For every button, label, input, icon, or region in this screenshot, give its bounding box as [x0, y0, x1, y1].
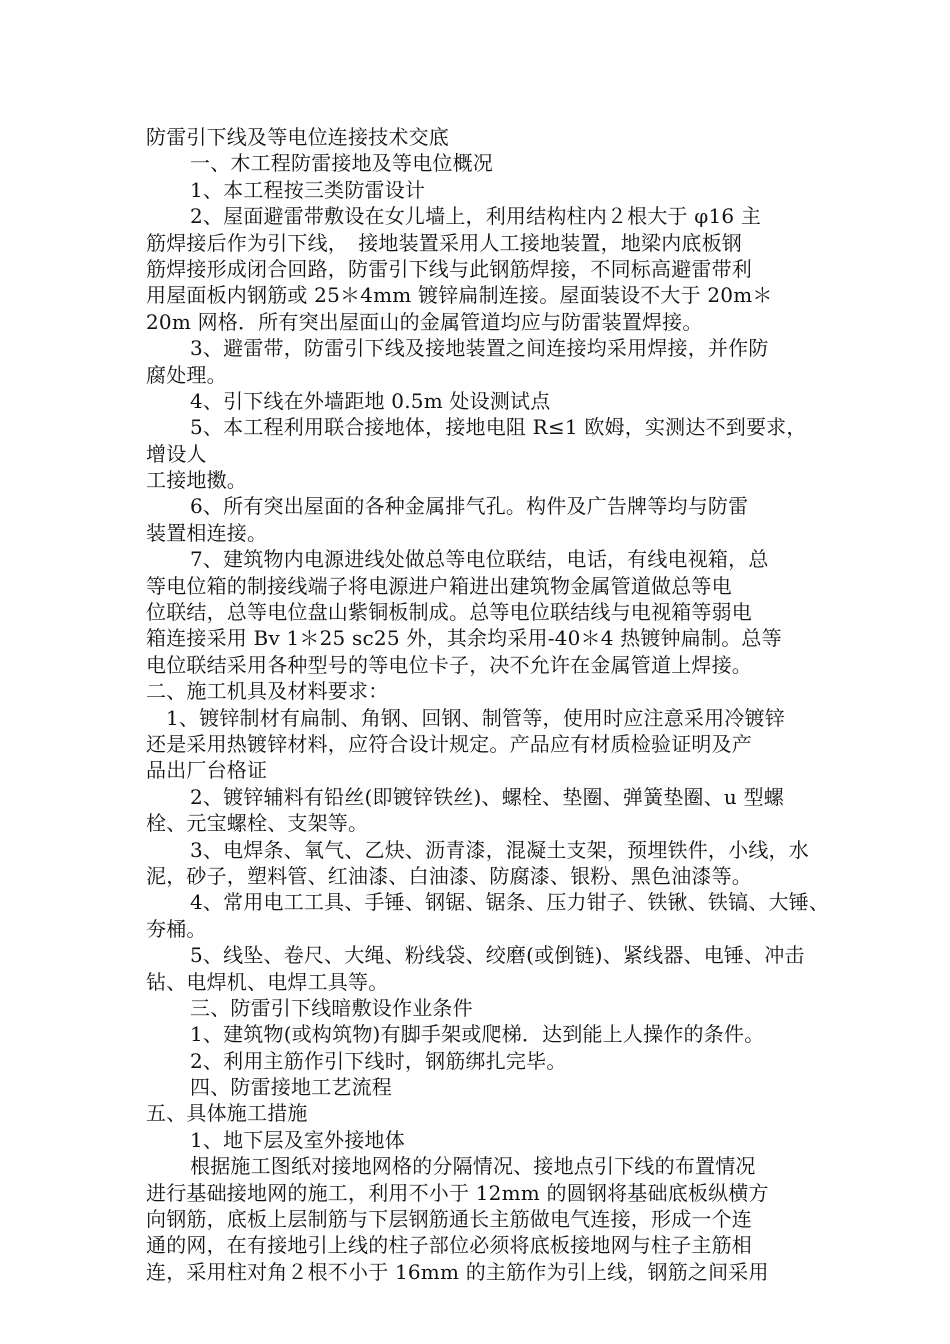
- text-line: 4、常用电工工具、手锤、钢锯、锯条、压力钳子、铁锹、铁镐、大锤、: [190, 890, 830, 915]
- text-line: 等电位箱的制接线端子将电源进户箱进出建筑物金属管道做总等电: [146, 573, 732, 598]
- text-line: 四、防雷接地工艺流程: [190, 1075, 392, 1100]
- text-line: 工接地擞。: [146, 468, 247, 493]
- text-line: 1、建筑物(或构筑物)有脚手架或爬梯．达到能上人操作的条件。: [190, 1022, 765, 1047]
- text-line: 栓、元宝螺栓、支架等。: [146, 811, 369, 836]
- text-line: 增设人: [146, 441, 207, 466]
- document-body: [146, 124, 830, 1285]
- text-line: 4、引下线在外墙距地 0.5m 处设测试点: [190, 388, 551, 413]
- text-line: 用屋面板内钢筋或 25＊4mm 镀锌扁制连接。屋面装设不大于 20m＊: [146, 283, 773, 308]
- text-line: 6、所有突出屋面的各种金属排气孔。构件及广告牌等均与防雷: [190, 494, 749, 519]
- text-line: 五、具体施工措施: [146, 1101, 308, 1126]
- text-line: 3、避雷带，防雷引下线及接地装置之间连接均采用焊接，并作防: [190, 336, 769, 361]
- text-line: 1、本工程按三类防雷设计: [190, 177, 426, 202]
- text-line: 筋焊接形成闭合回路，防雷引下线与此钢筋焊接，不同标高避雷带利: [146, 256, 752, 281]
- text-line: 品出厂台格证: [146, 758, 268, 783]
- text-line: 三、防雷引下线暗敷设作业条件: [190, 995, 473, 1020]
- text-line: 箱连接采用 Bv 1＊25 sc25 外，其余均采用-40＊4 热镀钟扁制。总等: [146, 626, 782, 651]
- text-line: 腐处理。: [146, 362, 227, 387]
- text-line: 夯桶。: [146, 916, 207, 941]
- text-line: 20m 网格．所有突出屋面山的金属管道均应与防雷装置焊接。: [146, 309, 703, 334]
- text-line: 筋焊接后作为引下线， 接地装置采用人工接地装置，地梁内底板钢: [146, 230, 742, 255]
- text-line: 二、施工机具及材料要求：: [146, 679, 389, 704]
- text-line: 3、电焊条、氧气、乙炔、沥青漆，混凝土支架，预埋铁件，小线，水: [190, 837, 809, 862]
- text-line: 钻、电焊机、电焊工具等。: [146, 969, 389, 994]
- text-line: 一、木工程防雷接地及等电位概况: [190, 151, 493, 176]
- text-line: 5、本工程利用联合接地体，接地电阻 R≤1 欧姆，实测达不到要求，: [190, 415, 807, 440]
- text-line: 1、镀锌制材有扁制、角钢、回钢、制管等，使用时应注意采用冷镀锌: [166, 705, 785, 730]
- text-line: 进行基础接地网的施工，利用不小于 12mm 的圆钢将基础底板纵横方: [146, 1180, 769, 1205]
- text-line: 向钢筋，底板上层制筋与下层钢筋通长主筋做电气连接，形成一个连: [146, 1207, 752, 1232]
- text-line: 电位联结采用各种型号的等电位卡子，决不允许在金属管道上焊接。: [146, 652, 752, 677]
- text-line: 5、线坠、卷尺、大绳、粉线袋、绞磨(或倒链)、紧线器、电锤、冲击: [190, 943, 805, 968]
- text-line: 通的网，在有接地引上线的柱子部位必须将底板接地网与柱子主筋相: [146, 1233, 752, 1258]
- text-line: 泥，砂子，塑料管、红油漆、白油漆、防腐漆、银粉、黑色油漆等。: [146, 863, 752, 888]
- text-line: 装置相连接。: [146, 520, 268, 545]
- text-line: 2、利用主筋作引下线时，钢筋绑扎完毕。: [190, 1048, 567, 1073]
- text-line: 连，采用柱对角２根不小于 16mm 的主筋作为引上线，钢筋之间采用: [146, 1259, 769, 1284]
- text-line: 1、地下层及室外接地体: [190, 1127, 405, 1152]
- text-line: 7、建筑物内电源进线处做总等电位联结，电话，有线电视箱，总: [190, 547, 769, 572]
- text-line: 还是采用热镀锌材料，应符合设计规定。产品应有材质检验证明及产: [146, 731, 752, 756]
- text-line: 防雷引下线及等电位连接技术交底: [146, 125, 449, 149]
- text-line: 2、屋面避雷带敷设在女儿墙上，利用结构柱内２根大于 φ16 主: [190, 204, 762, 229]
- text-line: 位联结，总等电位盘山紫铜板制成。总等电位联结线与电视箱等弱电: [146, 600, 752, 625]
- text-line: 2、镀锌辅料有铅丝(即镀锌铁丝)、螺栓、垫圈、弹簧垫圈、u 型螺: [190, 784, 784, 809]
- text-line: 根据施工图纸对接地网格的分隔情况、接地点引下线的布置情况: [190, 1154, 756, 1179]
